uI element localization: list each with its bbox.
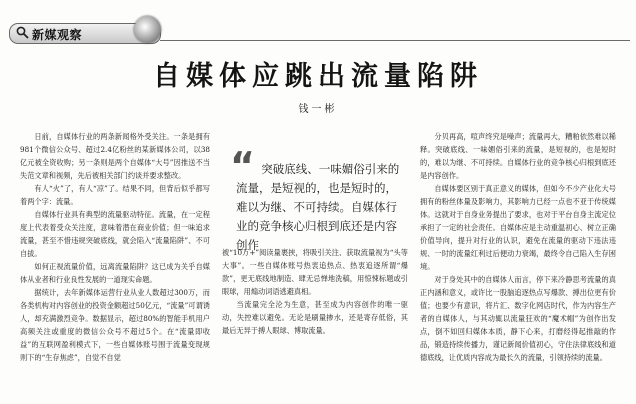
- paragraph: 对于身处其中的自媒体人而言，停下来冷静思考流量的真正内涵和意义，或许比一股脑追逐热点写爆款、搏出位更有价值；也要少有意识，将片汇、数字化网店时代，作为内容生产者的自媒体人，与其动辄以流量狂欢的“魔术帽”为创作出发点，倒不如回归媒体本质，静下心来，打磨经得起推敲的作品，锻造持续传播力，谨记新闻价值初心，守住法律底线和道德底线，让优质内容成为最长久的流量，引领持续的流量。: [420, 275, 616, 362]
- article-author: 钱一彬: [298, 104, 338, 115]
- paragraph: 自媒体行业具有典型的流量驱动特征。流量，在一定程度上代表着受众关注度，意味着潜在商业价值；但一味追求流量，甚至不惜违规突破底线，就会陷入“流量陷阱”、不可自拔。: [20, 210, 210, 258]
- paragraph: 日前，自媒体行业的两条新闻格外受关注。一条是拥有981个微信公众号、超过2.4亿粉丝的某新媒体公司，以38亿元被全资收购；另一条则是两个自媒体“大号”因推送不当失范文章和视频，先后被相关部门约谈并要求整改。: [20, 132, 210, 180]
- article-column-3: [420, 130, 616, 398]
- paragraph: 当流量完全沦为生意，甚至成为内容创作的唯一驱动，失控难以避免。无论是刷量掺水，还是寄存低俗，其最后无异于搏人眼球、博取流量。: [222, 300, 408, 335]
- paragraph: 自媒体要区别于真正意义的媒体，但如今不少产业化大号拥有的粉丝体量及影响力，其影响力已经一点也不亚于传统媒体。这就对于自身业务提出了要求，也对于平台自身主流定位承担了一定的社会责任。自媒体应是主动重温初心、树立正确价值导向，提升对行业的认识，避免在流量的驱动下违法违规、一时的流量红利过后便动力衰竭，最终令自己陷入生存困境。: [420, 184, 616, 271]
- header-divider: [160, 40, 630, 41]
- paragraph: 被“10万+”阅读量裹挟，将吸引关注、获取流量视为“头等大事”。一些自媒体账号热衷追热点、热衷追逐所谓“爆款”，更无底线地制造、肆无忌惮地洗稿，用惊悚标题或引眼球，用煽动词语逃避真相。: [222, 248, 408, 296]
- paragraph: 分贝再高，喧声终究是噪声；流量再大，糟粕依然难以稀释。突破底线、一味媚俗引来的流量，是短视的，也是短时的，难以为继、不可持续。自媒体行业的竞争核心归根到底还是内容创作。: [420, 132, 616, 180]
- section-label: 新媒观察: [32, 28, 83, 42]
- paragraph: 如何正视流量价值，远离流量陷阱？这已成为关乎自媒体从业者和行业良性发展的一道现实命题。: [20, 262, 210, 284]
- pull-quote-text: 突破底线、一味媚俗引来的流量，是短视的，也是短时的，难以为继、不可持续。自媒体行业的竞争核心归根到底还是内容创作: [236, 162, 400, 252]
- article-column-1: [20, 130, 210, 398]
- paragraph: 有人“火”了，有人“凉”了。结果不同，但背后似乎都写着两个字：流量。: [20, 184, 210, 206]
- paragraph: 据统计，去年新媒体运营行业从业人数超过300万，而各类机构对内容创业的投资金额超过50亿元，“流量”可谓诱人，却充满激烈竞争。数据显示，超过80%的智能手机用户高频关注或重度的微信公众号不超过5个。在“流量即收益”的互联网盈利模式下，一些自媒体账号围于流量变现规则下的“生存焦虑”，自觉不自觉: [20, 288, 210, 362]
- article-column-2: [222, 246, 408, 398]
- quote-mark-icon: “: [230, 144, 255, 188]
- magnifier-icon: [16, 26, 29, 39]
- article-title: 自媒体应跳出流量陷阱: [153, 61, 483, 92]
- globe-icon: [134, 16, 161, 43]
